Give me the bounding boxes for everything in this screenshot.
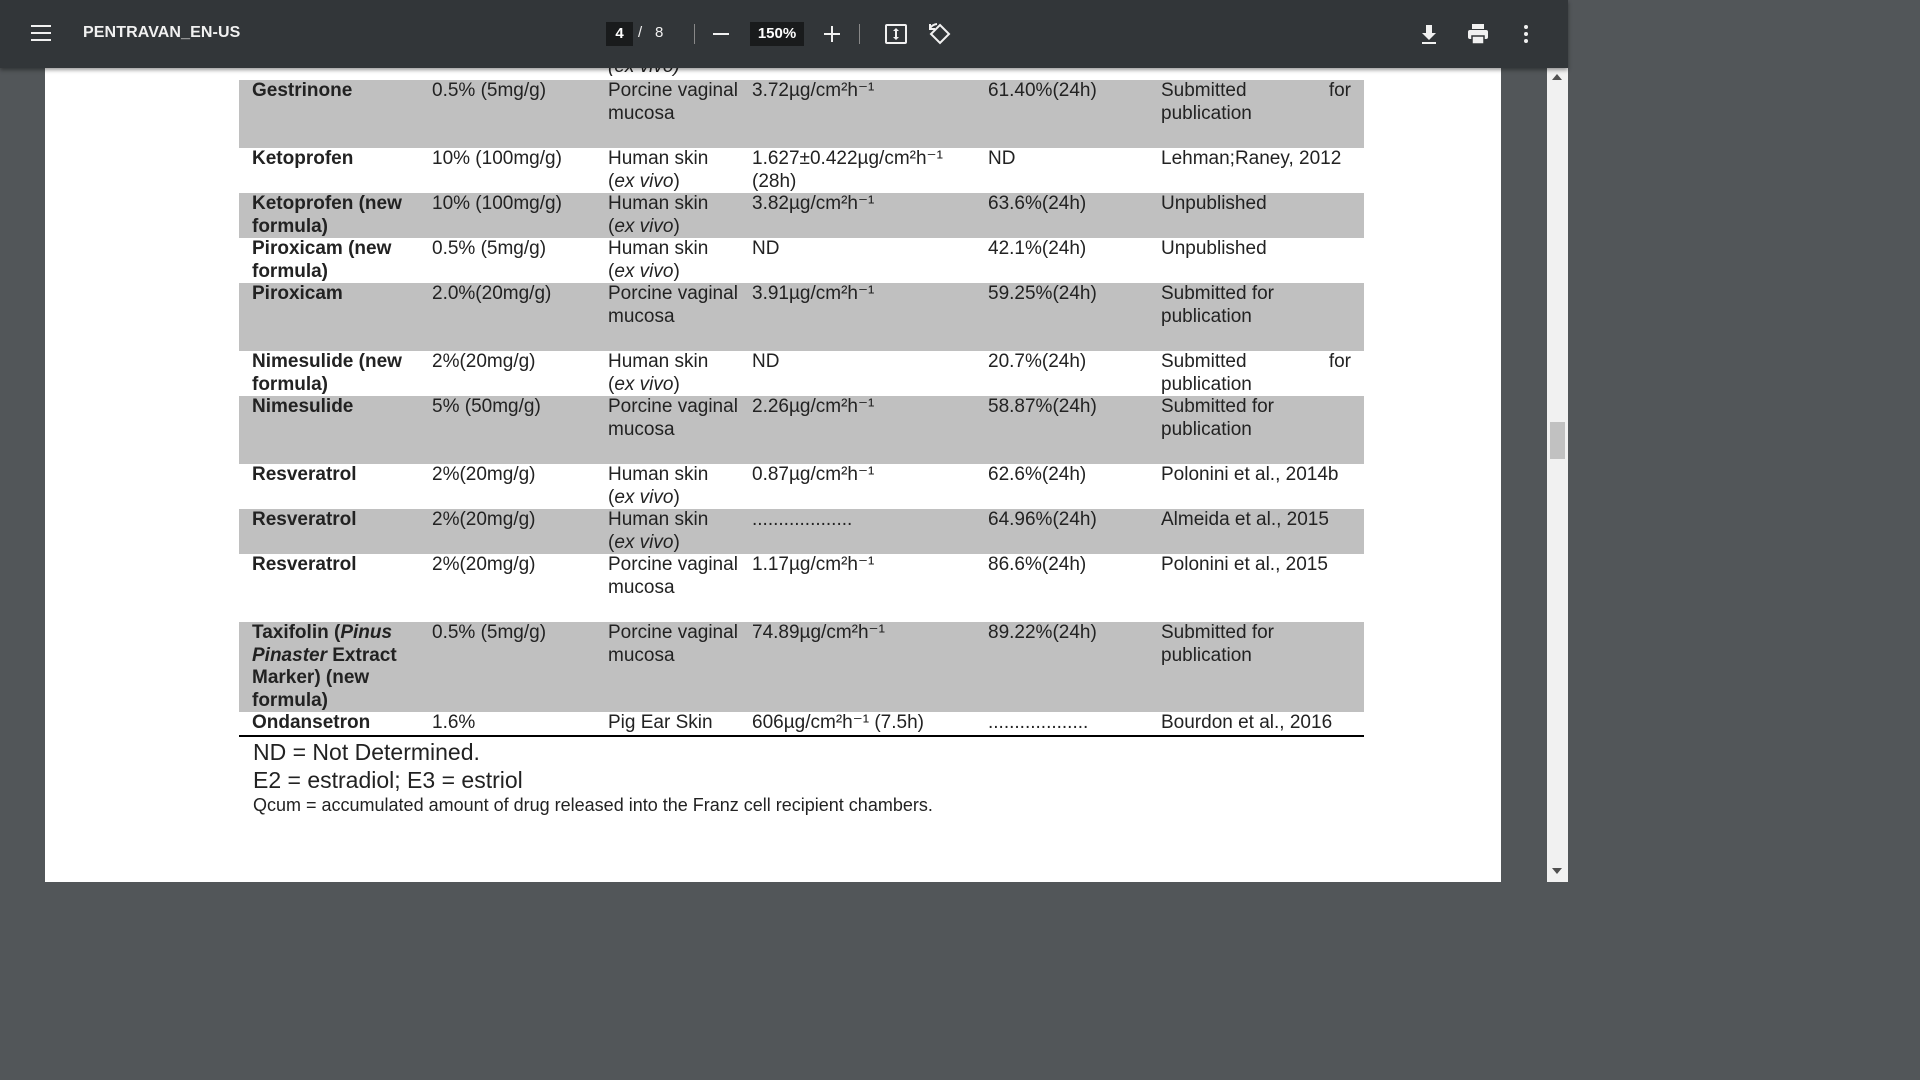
reference-cell: Submitted for publication (1161, 396, 1274, 440)
drug-cell: Nimesulide (252, 396, 354, 417)
table-row (239, 464, 1364, 509)
reference-cell: Polonini et al., 2015 (1161, 554, 1328, 575)
reference-cell: Submitted for publication (1161, 283, 1274, 327)
concentration-cell: 2%(20mg/g) (432, 464, 536, 485)
flux-cell: 2.26µg/cm²h⁻¹ (752, 396, 875, 417)
qcum-cell: 62.6%(24h) (988, 464, 1087, 485)
reference-cell: Unpublished (1161, 238, 1267, 259)
qcum-cell: 86.6%(24h) (988, 554, 1087, 575)
table-row (239, 148, 1364, 193)
drug-cell: Resveratrol (252, 464, 357, 485)
membrane-cell: Porcine vaginal mucosa (608, 622, 738, 666)
pdf-page (45, 68, 1501, 882)
rotate-icon[interactable] (928, 22, 952, 46)
scroll-down-arrow-icon[interactable] (1552, 868, 1562, 874)
zoom-in-button[interactable] (820, 22, 844, 46)
table-row (239, 622, 1364, 712)
reference-cell: Unpublished (1161, 193, 1267, 214)
pdf-toolbar (0, 0, 1568, 68)
drug-cell: Piroxicam (new formula) (252, 238, 392, 282)
page-number-input[interactable]: 4 (606, 22, 633, 46)
table-row (239, 80, 1364, 148)
flux-cell: ................... (752, 509, 853, 530)
qcum-cell: 89.22%(24h) (988, 622, 1097, 643)
membrane-cell: Porcine vaginal mucosa (608, 80, 738, 124)
vertical-scrollbar[interactable] (1547, 68, 1568, 882)
footnote-qcum: Qcum = accumulated amount of drug released into the Franz cell recipient chambers. (253, 795, 933, 815)
flux-cell: 0.87µg/cm²h⁻¹ (752, 464, 875, 485)
membrane-cell: Human skin (ex vivo) (608, 351, 709, 395)
table-row (239, 238, 1364, 283)
concentration-cell: 2%(20mg/g) (432, 509, 536, 530)
table-row (239, 283, 1364, 351)
qcum-cell: 58.87%(24h) (988, 396, 1097, 417)
toolbar-divider (694, 24, 695, 44)
table-row (239, 509, 1364, 554)
table-bottom-border (239, 735, 1364, 737)
table-row (239, 351, 1364, 396)
flux-cell: 3.91µg/cm²h⁻¹ (752, 283, 875, 304)
concentration-cell: 0.5% (5mg/g) (432, 238, 547, 259)
flux-cell: 1.17µg/cm²h⁻¹ (752, 554, 875, 575)
membrane-cell: Human skin (ex vivo) (608, 464, 709, 508)
fit-to-page-icon[interactable] (885, 24, 907, 44)
membrane-cell: Porcine vaginal mucosa (608, 283, 738, 327)
flux-cell: 606µg/cm²h⁻¹ (7.5h) (752, 712, 924, 733)
reference-cell: Submitted for publication (1161, 80, 1351, 124)
qcum-cell: 42.1%(24h) (988, 238, 1087, 259)
concentration-cell: 2%(20mg/g) (432, 351, 536, 372)
menu-icon[interactable] (31, 25, 51, 41)
drug-cell: Ketoprofen (252, 148, 354, 169)
drug-cell: Taxifolin (Pinus Pinaster Extract Marker) (new formula) (252, 622, 397, 711)
concentration-cell: 10% (100mg/g) (432, 148, 562, 169)
toolbar-divider (859, 24, 860, 44)
qcum-cell: ND (988, 148, 1016, 169)
drug-cell: Resveratrol (252, 554, 357, 575)
concentration-cell: 1.6% (432, 712, 476, 733)
drug-cell: Ketoprofen (new formula) (252, 193, 402, 237)
document-title: PENTRAVAN_EN-US (83, 24, 241, 41)
flux-cell: ND (752, 351, 780, 372)
membrane-cell: Human skin (ex vivo) (608, 238, 709, 282)
qcum-cell: 64.96%(24h) (988, 509, 1097, 530)
membrane-cell: Porcine vaginal mucosa (608, 554, 738, 598)
membrane-cell: Porcine vaginal mucosa (608, 396, 738, 440)
minus-icon (713, 33, 729, 35)
flux-cell: 3.72µg/cm²h⁻¹ (752, 80, 875, 101)
membrane-cell: Human skin (ex vivo) (608, 148, 709, 192)
flux-cell: 74.89µg/cm²h⁻¹ (752, 622, 885, 643)
page-total: 8 (655, 24, 664, 41)
drug-cell: Nimesulide (new formula) (252, 351, 402, 395)
table-row (239, 712, 1364, 735)
membrane-cell: Pig Ear Skin (608, 712, 713, 733)
concentration-cell: 2.0%(20mg/g) (432, 283, 552, 304)
table-row (239, 396, 1364, 464)
footnote-nd: ND = Not Determined. (253, 739, 480, 765)
membrane-cell: Human skin (ex vivo) (608, 509, 709, 553)
reference-cell: Lehman;Raney, 2012 (1161, 148, 1342, 169)
drug-cell: Resveratrol (252, 509, 357, 530)
concentration-cell: 0.5% (5mg/g) (432, 80, 547, 101)
concentration-cell: 0.5% (5mg/g) (432, 622, 547, 643)
drug-cell: Piroxicam (252, 283, 343, 304)
concentration-cell: 5% (50mg/g) (432, 396, 541, 417)
qcum-cell: 20.7%(24h) (988, 351, 1087, 372)
download-icon[interactable] (1418, 22, 1440, 46)
zoom-level-input[interactable]: 150% (750, 22, 804, 46)
qcum-cell: 59.25%(24h) (988, 283, 1097, 304)
reference-cell: Polonini et al., 2014b (1161, 464, 1339, 485)
table-row (239, 193, 1364, 238)
flux-cell: 3.82µg/cm²h⁻¹ (752, 193, 875, 214)
more-options-icon[interactable] (1516, 22, 1536, 46)
drug-cell: Ondansetron (252, 712, 371, 733)
scrollbar-thumb[interactable] (1550, 422, 1565, 459)
page-separator: / (638, 24, 643, 41)
reference-cell: Submitted for publication (1161, 351, 1351, 395)
qcum-cell: 61.40%(24h) (988, 80, 1097, 101)
zoom-out-button[interactable] (709, 22, 733, 46)
flux-cell: 1.627±0.422µg/cm²h⁻¹ (28h) (752, 148, 943, 192)
table-row (239, 554, 1364, 622)
membrane-cell: Human skin (ex vivo) (608, 193, 709, 237)
qcum-cell: ................... (988, 712, 1089, 733)
reference-cell: Submitted for publication (1161, 622, 1274, 666)
print-icon[interactable] (1466, 23, 1490, 45)
drug-cell: Gestrinone (252, 80, 353, 101)
concentration-cell: 2%(20mg/g) (432, 554, 536, 575)
qcum-cell: 63.6%(24h) (988, 193, 1087, 214)
reference-cell: Almeida et al., 2015 (1161, 509, 1329, 530)
reference-cell: Bourdon et al., 2016 (1161, 712, 1333, 733)
footnote-e2-e3: E2 = estradiol; E3 = estriol (253, 767, 523, 793)
flux-cell: ND (752, 238, 780, 259)
concentration-cell: 10% (100mg/g) (432, 193, 562, 214)
scroll-up-arrow-icon[interactable] (1552, 74, 1562, 80)
